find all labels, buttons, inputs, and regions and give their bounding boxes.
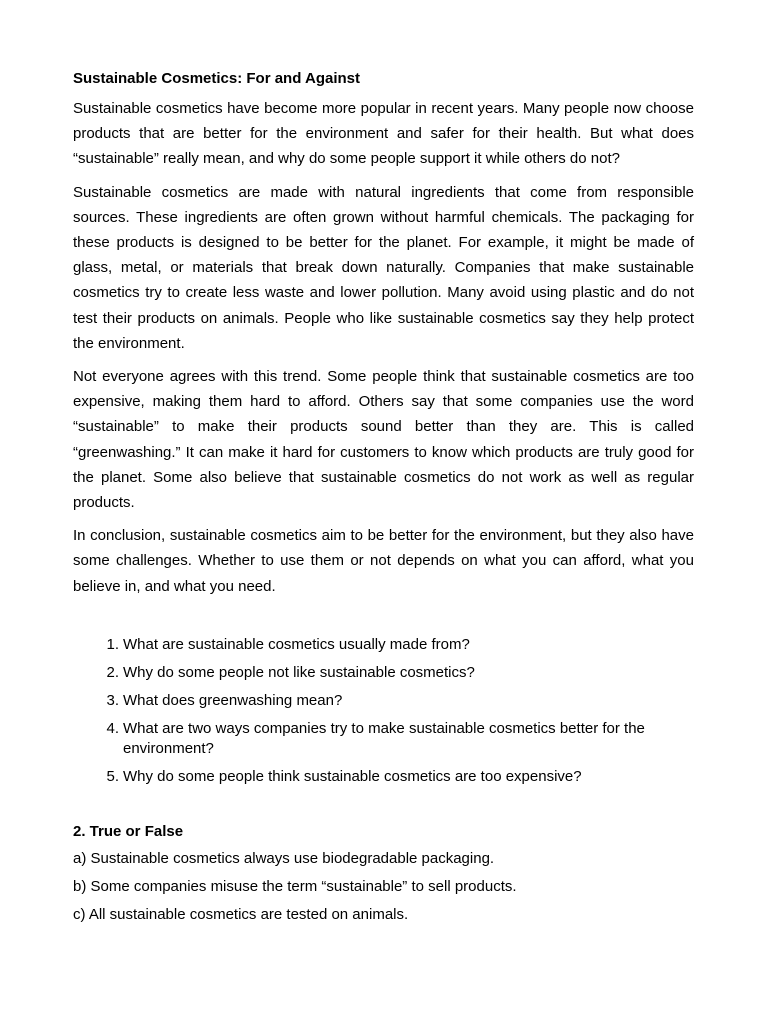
intro-paragraph: Sustainable cosmetics have become more popular in recent years. Many people now choose products that are better for the environment and safer for their health. But what does “sustainable” really mean, and why do some people support it while others do not? <box>73 100 694 168</box>
true-false-item: c) All sustainable cosmetics are tested on animals. <box>73 905 409 923</box>
question-item <box>73 767 694 787</box>
question-text: What are two ways companies try to make sustainable cosmetics better for the environment? <box>123 719 645 757</box>
question-number: 4. <box>106 719 119 737</box>
question-item <box>73 691 694 711</box>
question-number: 3. <box>106 691 119 709</box>
question-text: Why do some people think sustainable cosmetics are too expensive? <box>123 767 582 785</box>
true-false-item: a) Sustainable cosmetics always use biodegradable packaging. <box>73 849 495 867</box>
for-paragraph: Sustainable cosmetics are made with natural ingredients that come from responsible sources. These ingredients are often grown without harmful chemicals. The packaging for these products is designed to be better for the planet. For example, it might be made of glass, metal, or materials that break down naturally. Companies that make sustainable cosmetics try to create less waste and lower pollution. Many avoid using plastic and do not test their products on animals. People who like sustainable cosmetics say they help protect the environment. <box>73 183 694 352</box>
question-text: Why do some people not like sustainable cosmetics? <box>123 663 475 681</box>
question-item <box>73 719 694 759</box>
question-text: What does greenwashing mean? <box>123 691 343 709</box>
question-text: What are sustainable cosmetics usually made from? <box>123 635 470 653</box>
true-false-item: b) Some companies misuse the term “sustainable” to sell products. <box>73 877 517 895</box>
question-number: 2. <box>106 663 119 681</box>
true-false-heading: 2. True or False <box>73 822 184 840</box>
question-item <box>73 635 694 655</box>
document-title: Sustainable Cosmetics: For and Against <box>73 70 360 87</box>
question-number: 5. <box>106 767 119 785</box>
against-paragraph: Not everyone agrees with this trend. Some people think that sustainable cosmetics are too expensive, making them hard to afford. Others say that some companies use the word “sustainable” to make their products sound better than they are. This is called “greenwashing.” It can make it hard for customers to know which products are truly good for the planet. Some also believe that sustainable cosmetics do not work as well as regular products. <box>73 368 694 512</box>
question-number: 1. <box>106 635 119 653</box>
question-item <box>73 663 694 683</box>
comprehension-questions <box>73 635 694 787</box>
conclusion-paragraph: In conclusion, sustainable cosmetics aim to be better for the environment, but they also have some challenges. Whether to use them or not depends on what you can afford, what you believe in, and what you need. <box>73 527 694 595</box>
